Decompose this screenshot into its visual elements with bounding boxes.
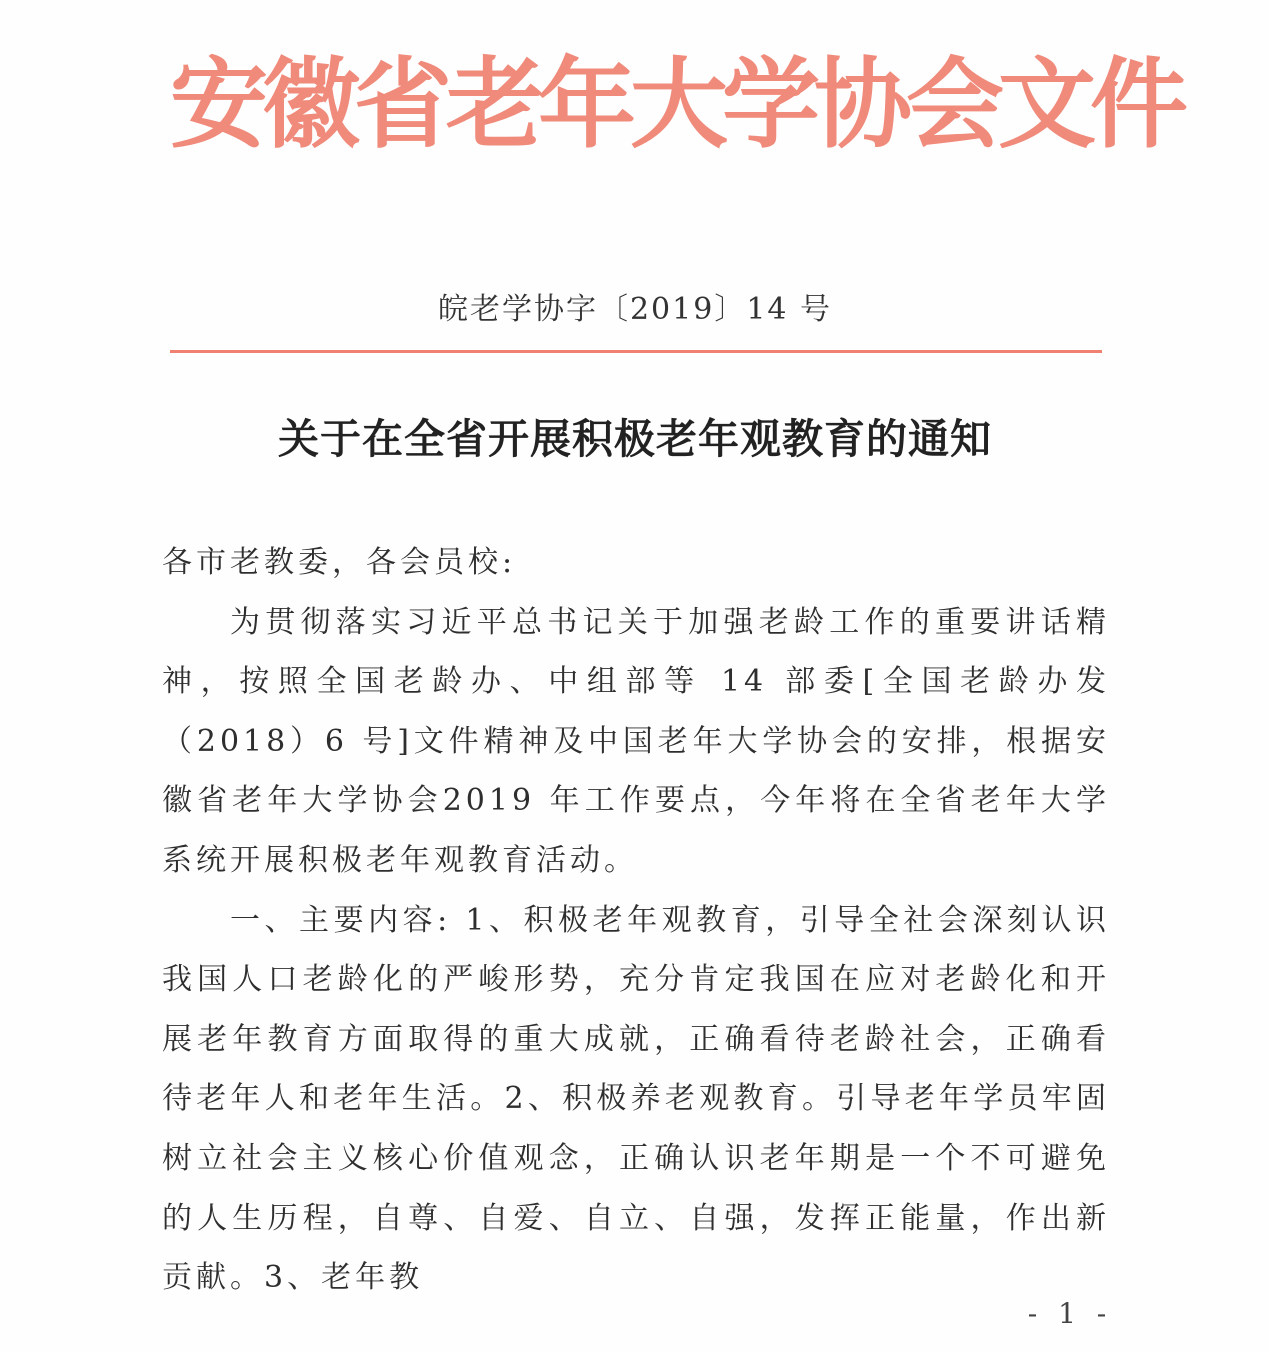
document-body [162, 533, 1110, 1308]
body-paragraph: 一、主要内容: 1、积极老年观教育，引导全社会深刻认识我国人口老龄化的严峻形势，充分肯定我国在应对老龄化和开展老年教育方面取得的重大成就，正确看待老龄社会，正确看待老年人和老年生活。2、积极养老观教育。引导老年学员牢固树立社会主义核心价值观念，正确认识老年期是一个不可避免的人生历程，自尊、自爱、自立、自强，发挥正能量，作出新贡献。3、老年教 [162, 902, 1110, 1296]
page-number: - 1 - [1027, 1297, 1113, 1330]
masthead-title: 安徽省老年大学协会文件 [170, 48, 1183, 162]
document-title: 关于在全省开展积极老年观教育的通知 [278, 415, 992, 463]
body-paragraph: 为贯彻落实习近平总书记关于加强老龄工作的重要讲话精神，按照全国老龄办、中组部等 14 部委[全国老龄办发（2018）6 号]文件精神及中国老年大学协会的安排，根据安徽省老年大学协会2019 年工作要点，今年将在全省老年大学系统开展积极老年观教育活动。 [162, 604, 1110, 878]
salutation: 各市老教委，各会员校: [162, 545, 517, 580]
document-number: 皖老学协字〔2019〕14 号 [437, 292, 833, 327]
red-divider-rule [170, 350, 1102, 353]
